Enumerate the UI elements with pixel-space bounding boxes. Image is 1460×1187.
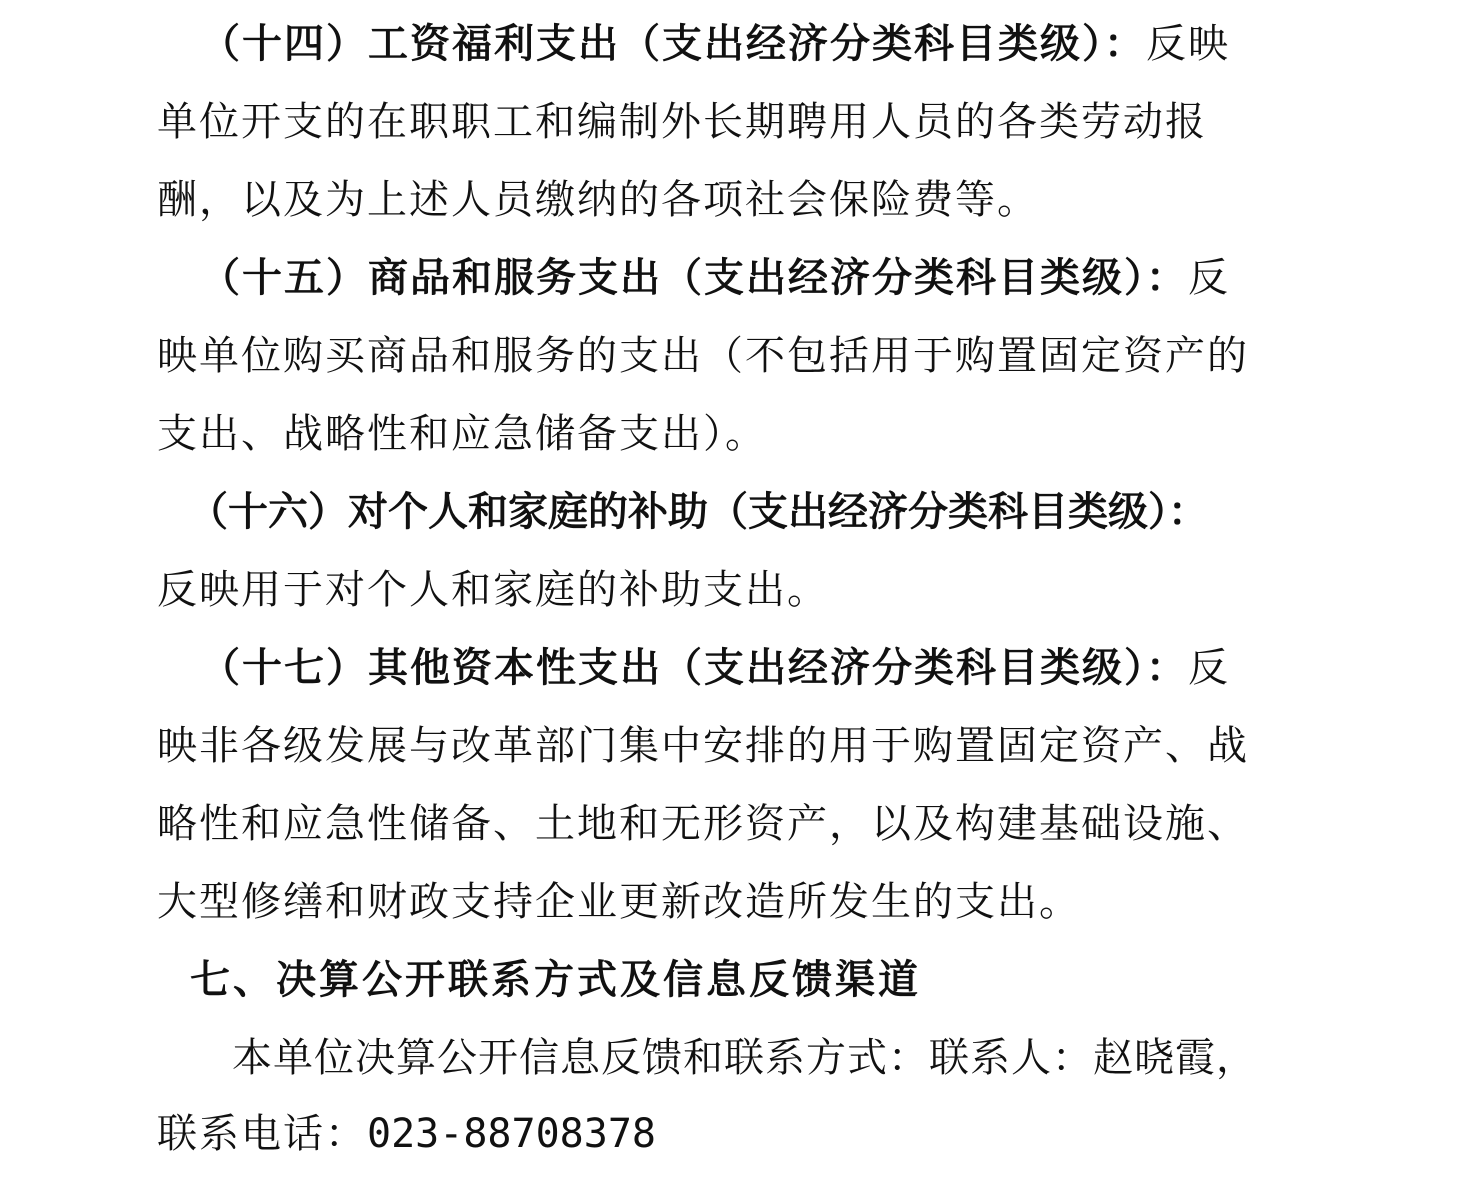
section7-line2 [157,1108,656,1160]
p17-line4: 大型修缮和财政支持企业更新改造所发生的支出。 [157,879,1081,925]
contact-phone-label: 联系电话： [157,1111,367,1157]
p14-heading: （十四）工资福利支出（支出经济分类科目类级）： [200,21,1146,67]
p14-line1-rest: 反映 [1146,21,1230,67]
p16-line1 [188,486,1208,538]
p15-line2: 映单位购买商品和服务的支出（不包括用于购置固定资产的 [157,333,1249,379]
p15-heading: （十五）商品和服务支出（支出经济分类科目类级）： [200,255,1188,301]
p17-line2: 映非各级发展与改革部门集中安排的用于购置固定资产、战 [157,723,1249,769]
p17-line1-rest: 反 [1188,645,1230,691]
p15-line3: 支出、战略性和应急储备支出）。 [157,411,767,457]
p16-line2: 反映用于对个人和家庭的补助支出。 [157,567,829,613]
p14-line1 [200,18,1230,70]
section7-line1: 本单位决算公开信息反馈和联系方式：联系人：赵晓霞， [232,1035,1257,1081]
p16-heading: （十六）对个人和家庭的补助（支出经济分类科目类级）： [188,489,1208,535]
p17-line1 [200,642,1230,694]
p17-line3: 略性和应急性储备、土地和无形资产，以及构建基础设施、 [157,801,1249,847]
p14-line2: 单位开支的在职职工和编制外长期聘用人员的各类劳动报 [157,99,1207,145]
contact-phone-number: 023-88708378 [367,1111,656,1157]
p15-line1 [200,252,1230,304]
p14-line3: 酬，以及为上述人员缴纳的各项社会保险费等。 [157,177,1039,223]
section7-heading: 七、决算公开联系方式及信息反馈渠道 [190,957,921,1003]
p17-heading: （十七）其他资本性支出（支出经济分类科目类级）： [200,645,1188,691]
p15-line1-rest: 反 [1188,255,1230,301]
